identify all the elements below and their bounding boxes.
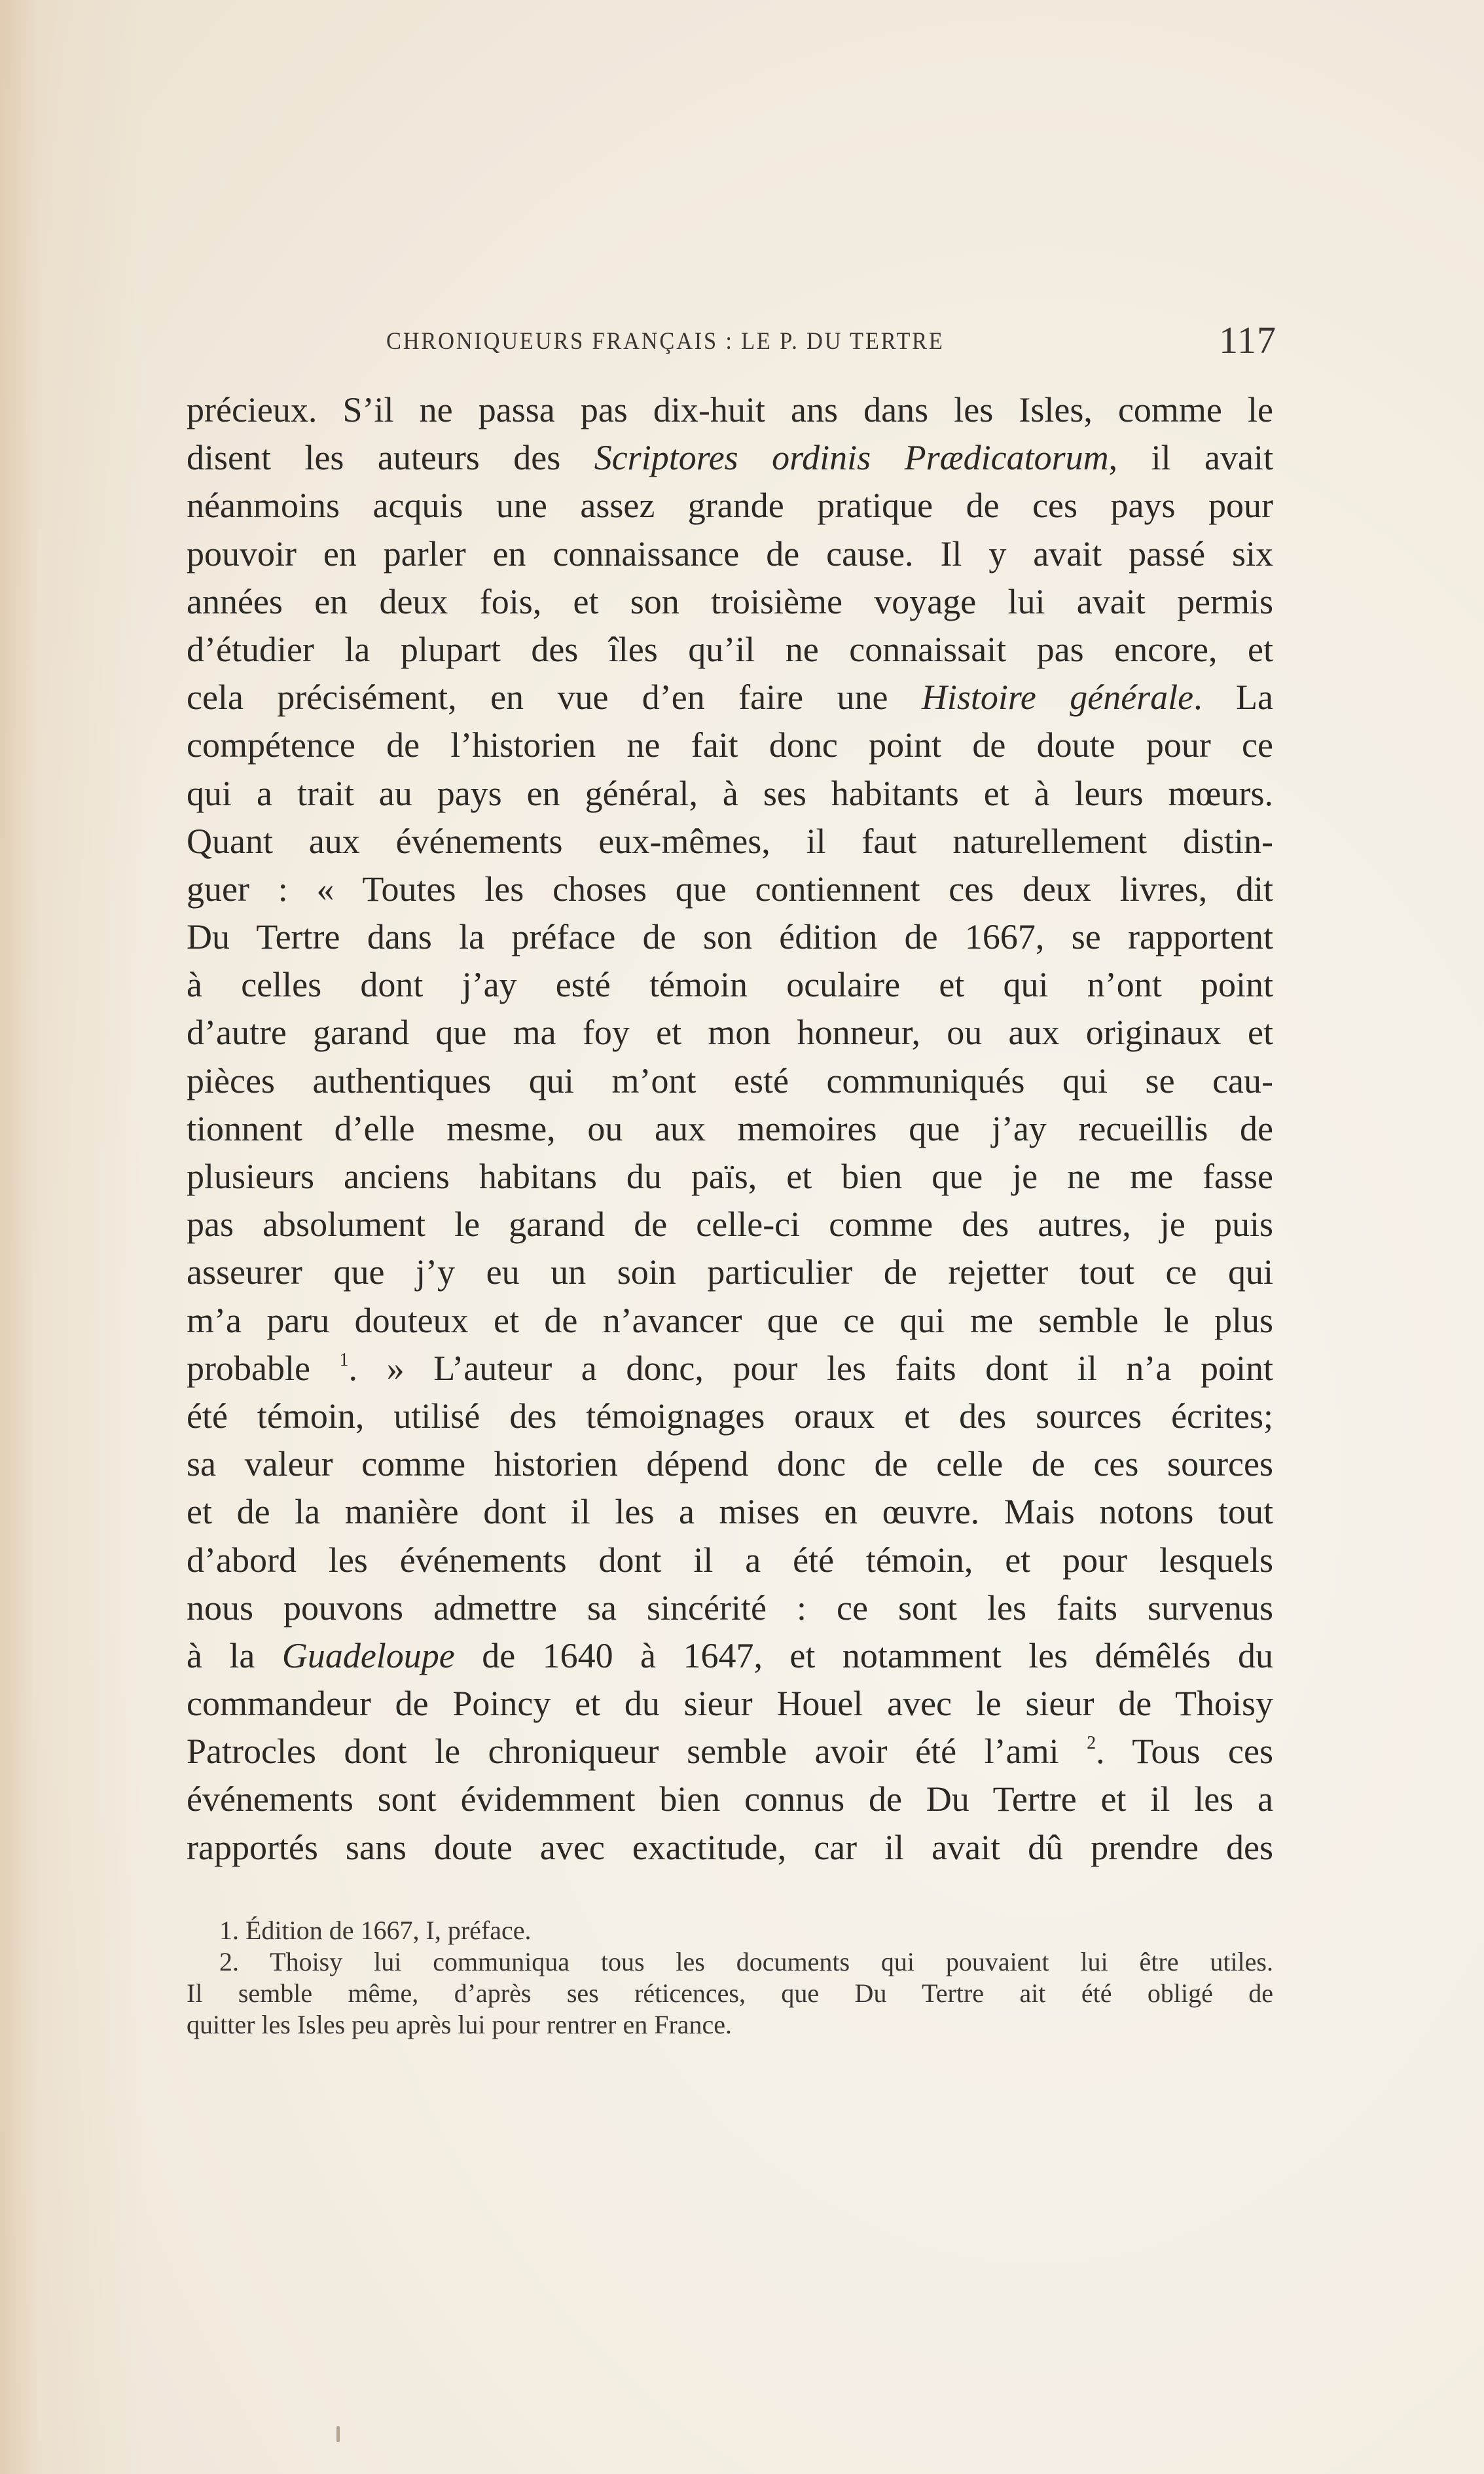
footnote-ref-2[interactable]: 2 (1087, 1733, 1096, 1754)
footnote-1: 1. Édition de 1667, I, préface. (219, 1916, 532, 1945)
text-line: rapportés sans doute avec exactitude, car il avait dû prendre des (187, 1827, 1273, 1867)
running-title: CHRONIQUEURS FRANÇAIS : LE P. DU TERTRE (386, 328, 945, 355)
italic-title: Scriptores ordinis Prædicatorum (594, 438, 1109, 478)
page-number: 117 (1219, 319, 1276, 361)
text-line: cela précisément, en vue d’en faire une Histoire générale. La (187, 678, 1274, 718)
running-head (386, 321, 1276, 360)
text-line: guer : « Toutes les choses que contiennent ces deux livres, dit (187, 869, 1273, 909)
body-text (187, 386, 1273, 1872)
text-line: d’étudier la plupart des îles qu’il ne connaissait pas encore, et (187, 629, 1273, 669)
text-line: à la Guadeloupe de 1640 à 1647, et notamment les démêlés du (187, 1635, 1273, 1675)
text-line: pas absolument le garand de celle-ci comme des autres, je puis (187, 1205, 1273, 1245)
text-line: pouvoir en parler en connaissance de cause. Il y avait passé six (187, 534, 1273, 573)
footnote-2-continued: Il semble même, d’après ses réticences, que Du Tertre ait été obligé de (187, 1978, 1273, 2008)
text-line: commandeur de Poincy et du sieur Houel avec le sieur de Thoisy (187, 1684, 1273, 1724)
text-line: tionnent d’elle mesme, ou aux memoires que j’ay recueillis de (187, 1108, 1273, 1148)
text-line: nous pouvons admettre sa sincérité : ce sont les faits survenus (187, 1588, 1273, 1628)
text-line: Du Tertre dans la préface de son édition de 1667, se rapportent (187, 917, 1273, 957)
text-line: probable $^1$. » L’auteur a donc, pour les faits dont il n’a point (187, 1348, 1273, 1388)
text-line: néanmoins acquis une assez grande pratique de ces pays pour (187, 486, 1273, 526)
text-line: plusieurs anciens habitans du païs, et bien que je ne me fasse (187, 1157, 1273, 1196)
text-line: et de la manière dont il les a mises en œuvre. Mais notons tout (187, 1492, 1273, 1532)
text-line: d’autre garand que ma foy et mon honneur, ou aux originaux et (187, 1013, 1273, 1053)
footnote-2-end: quitter les Isles peu après lui pour rentrer en France. (187, 2010, 733, 2039)
footnote-2: 2. Thoisy lui communiqua tous les documents qui pouvaient lui être utiles. (219, 1947, 1273, 1976)
text-line: asseurer que j’y eu un soin particulier de rejetter tout ce qui (187, 1252, 1273, 1292)
text-line: Quant aux événements eux-mêmes, il faut naturellement distin- (187, 821, 1273, 861)
paper-speck (336, 2426, 340, 2442)
text-line: Patrocles dont le chroniqueur semble avoir été l’ami $^2$. Tous ces (187, 1732, 1273, 1772)
italic-title: Histoire générale (921, 678, 1194, 718)
text-line: été témoin, utilisé des témoignages oraux et des sources écrites; (187, 1396, 1273, 1436)
text-line: qui a trait au pays en général, à ses habitants et à leurs mœurs. (187, 773, 1273, 813)
text-line: d’abord les événements dont il a été témoin, et pour lesquels (187, 1540, 1273, 1580)
text-line: compétence de l’historien ne fait donc point de doute pour ce (187, 725, 1273, 765)
text-line: m’a paru douteux et de n’avancer que ce qui me semble le plus (187, 1300, 1273, 1340)
footnotes (187, 1915, 1273, 2041)
text-line: années en deux fois, et son troisième voyage lui avait permis (187, 581, 1273, 621)
footnote-ref-1[interactable]: 1 (339, 1349, 349, 1370)
text-line: pièces authentiques qui m’ont esté communiqués qui se cau- (187, 1061, 1273, 1101)
italic-place: Guadeloupe (281, 1635, 455, 1675)
text-line: disent les auteurs des Scriptores ordinis Prædicatorum, il avait (187, 438, 1273, 478)
text-line: précieux. S’il ne passa pas dix-huit ans dans les Isles, comme le (187, 390, 1273, 429)
text-line: événements sont évidemment bien connus de Du Tertre et il les a (187, 1779, 1273, 1819)
text-line: à celles dont j’ay esté témoin oculaire et qui n’ont point (187, 965, 1273, 1005)
text-line: sa valeur comme historien dépend donc de celle de ces sources (187, 1444, 1273, 1484)
